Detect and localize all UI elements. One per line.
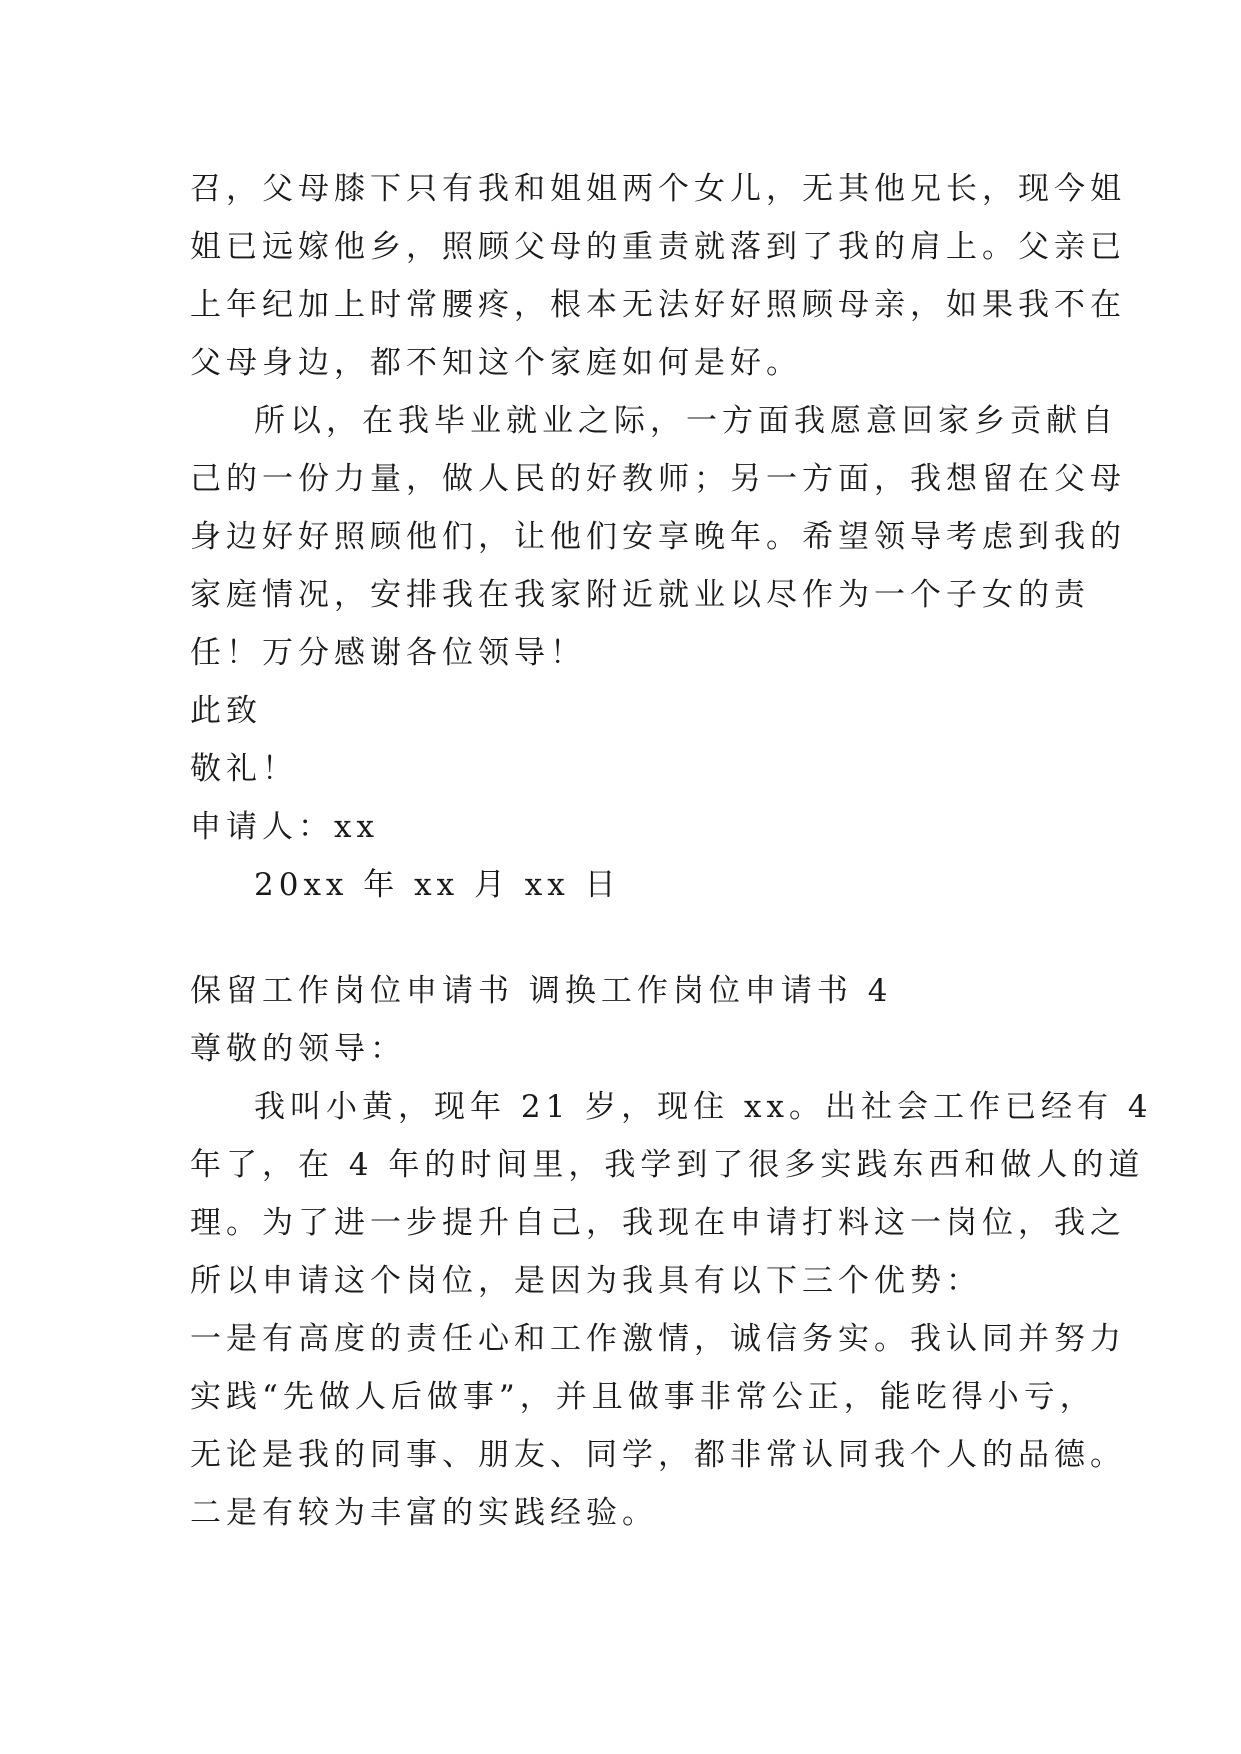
closing-ci-zhi: 此致 (190, 693, 262, 729)
text-line: 年了，在 4 年的时间里，我学到了很多实践东西和做人的道 (190, 1147, 1145, 1183)
text-line: 父母身边，都不知这个家庭如何是好。 (190, 345, 802, 381)
text-line: 我叫小黄，现年 21 岁，现住 xx。出社会工作已经有 4 (254, 1089, 1153, 1125)
paragraph-family-situation (190, 160, 1126, 392)
text-line: 实践“先做人后做事”，并且做事非常公正，能吃得小亏， (190, 1379, 1096, 1415)
text-line: 任！万分感谢各位领导！ (190, 635, 586, 671)
letter-closing (190, 682, 1090, 914)
text-line: 身边好好照顾他们，让他们安享晚年。希望领导考虑到我的 (190, 519, 1126, 555)
applicant-signature: 申请人：xx (190, 809, 379, 845)
text-line: 二是有较为丰富的实践经验。 (190, 1495, 658, 1531)
closing-jing-li: 敬礼！ (190, 751, 298, 787)
text-line: 召，父母膝下只有我和姐姐两个女儿，无其他兄长，现今姐 (190, 171, 1126, 207)
section-title: 保留工作岗位申请书 调换工作岗位申请书 4 (190, 973, 893, 1009)
text-line: 所以申请这个岗位，是因为我具有以下三个优势： (190, 1263, 982, 1299)
paragraph-introduction (190, 1078, 1153, 1310)
text-line: 家庭情况，安排我在我家附近就业以尽作为一个子女的责 (190, 577, 1090, 613)
document-body (190, 160, 1153, 1542)
text-line: 所以，在我毕业就业之际，一方面我愿意回家乡贡献自 (254, 403, 1118, 439)
paragraph-advantages (190, 1310, 1126, 1542)
text-line: 无论是我的同事、朋友、同学，都非常认同我个人的品德。 (190, 1437, 1126, 1473)
text-line: 己的一份力量，做人民的好教师；另一方面，我想留在父母 (190, 461, 1126, 497)
text-line: 上年纪加上时常腰疼，根本无法好好照顾母亲，如果我不在 (190, 287, 1126, 323)
text-line: 理。为了进一步提升自己，我现在申请打料这一岗位，我之 (190, 1205, 1126, 1241)
salutation: 尊敬的领导： (190, 1031, 406, 1067)
letter-date: 20xx 年 xx 月 xx 日 (254, 867, 621, 903)
section-application-4 (190, 962, 1153, 1542)
section-gap (190, 914, 1090, 962)
text-line: 一是有高度的责任心和工作激情，诚信务实。我认同并努力 (190, 1321, 1126, 1357)
paragraph-request (190, 392, 1126, 682)
text-line: 姐已远嫁他乡，照顾父母的重责就落到了我的肩上。父亲已 (190, 229, 1126, 265)
